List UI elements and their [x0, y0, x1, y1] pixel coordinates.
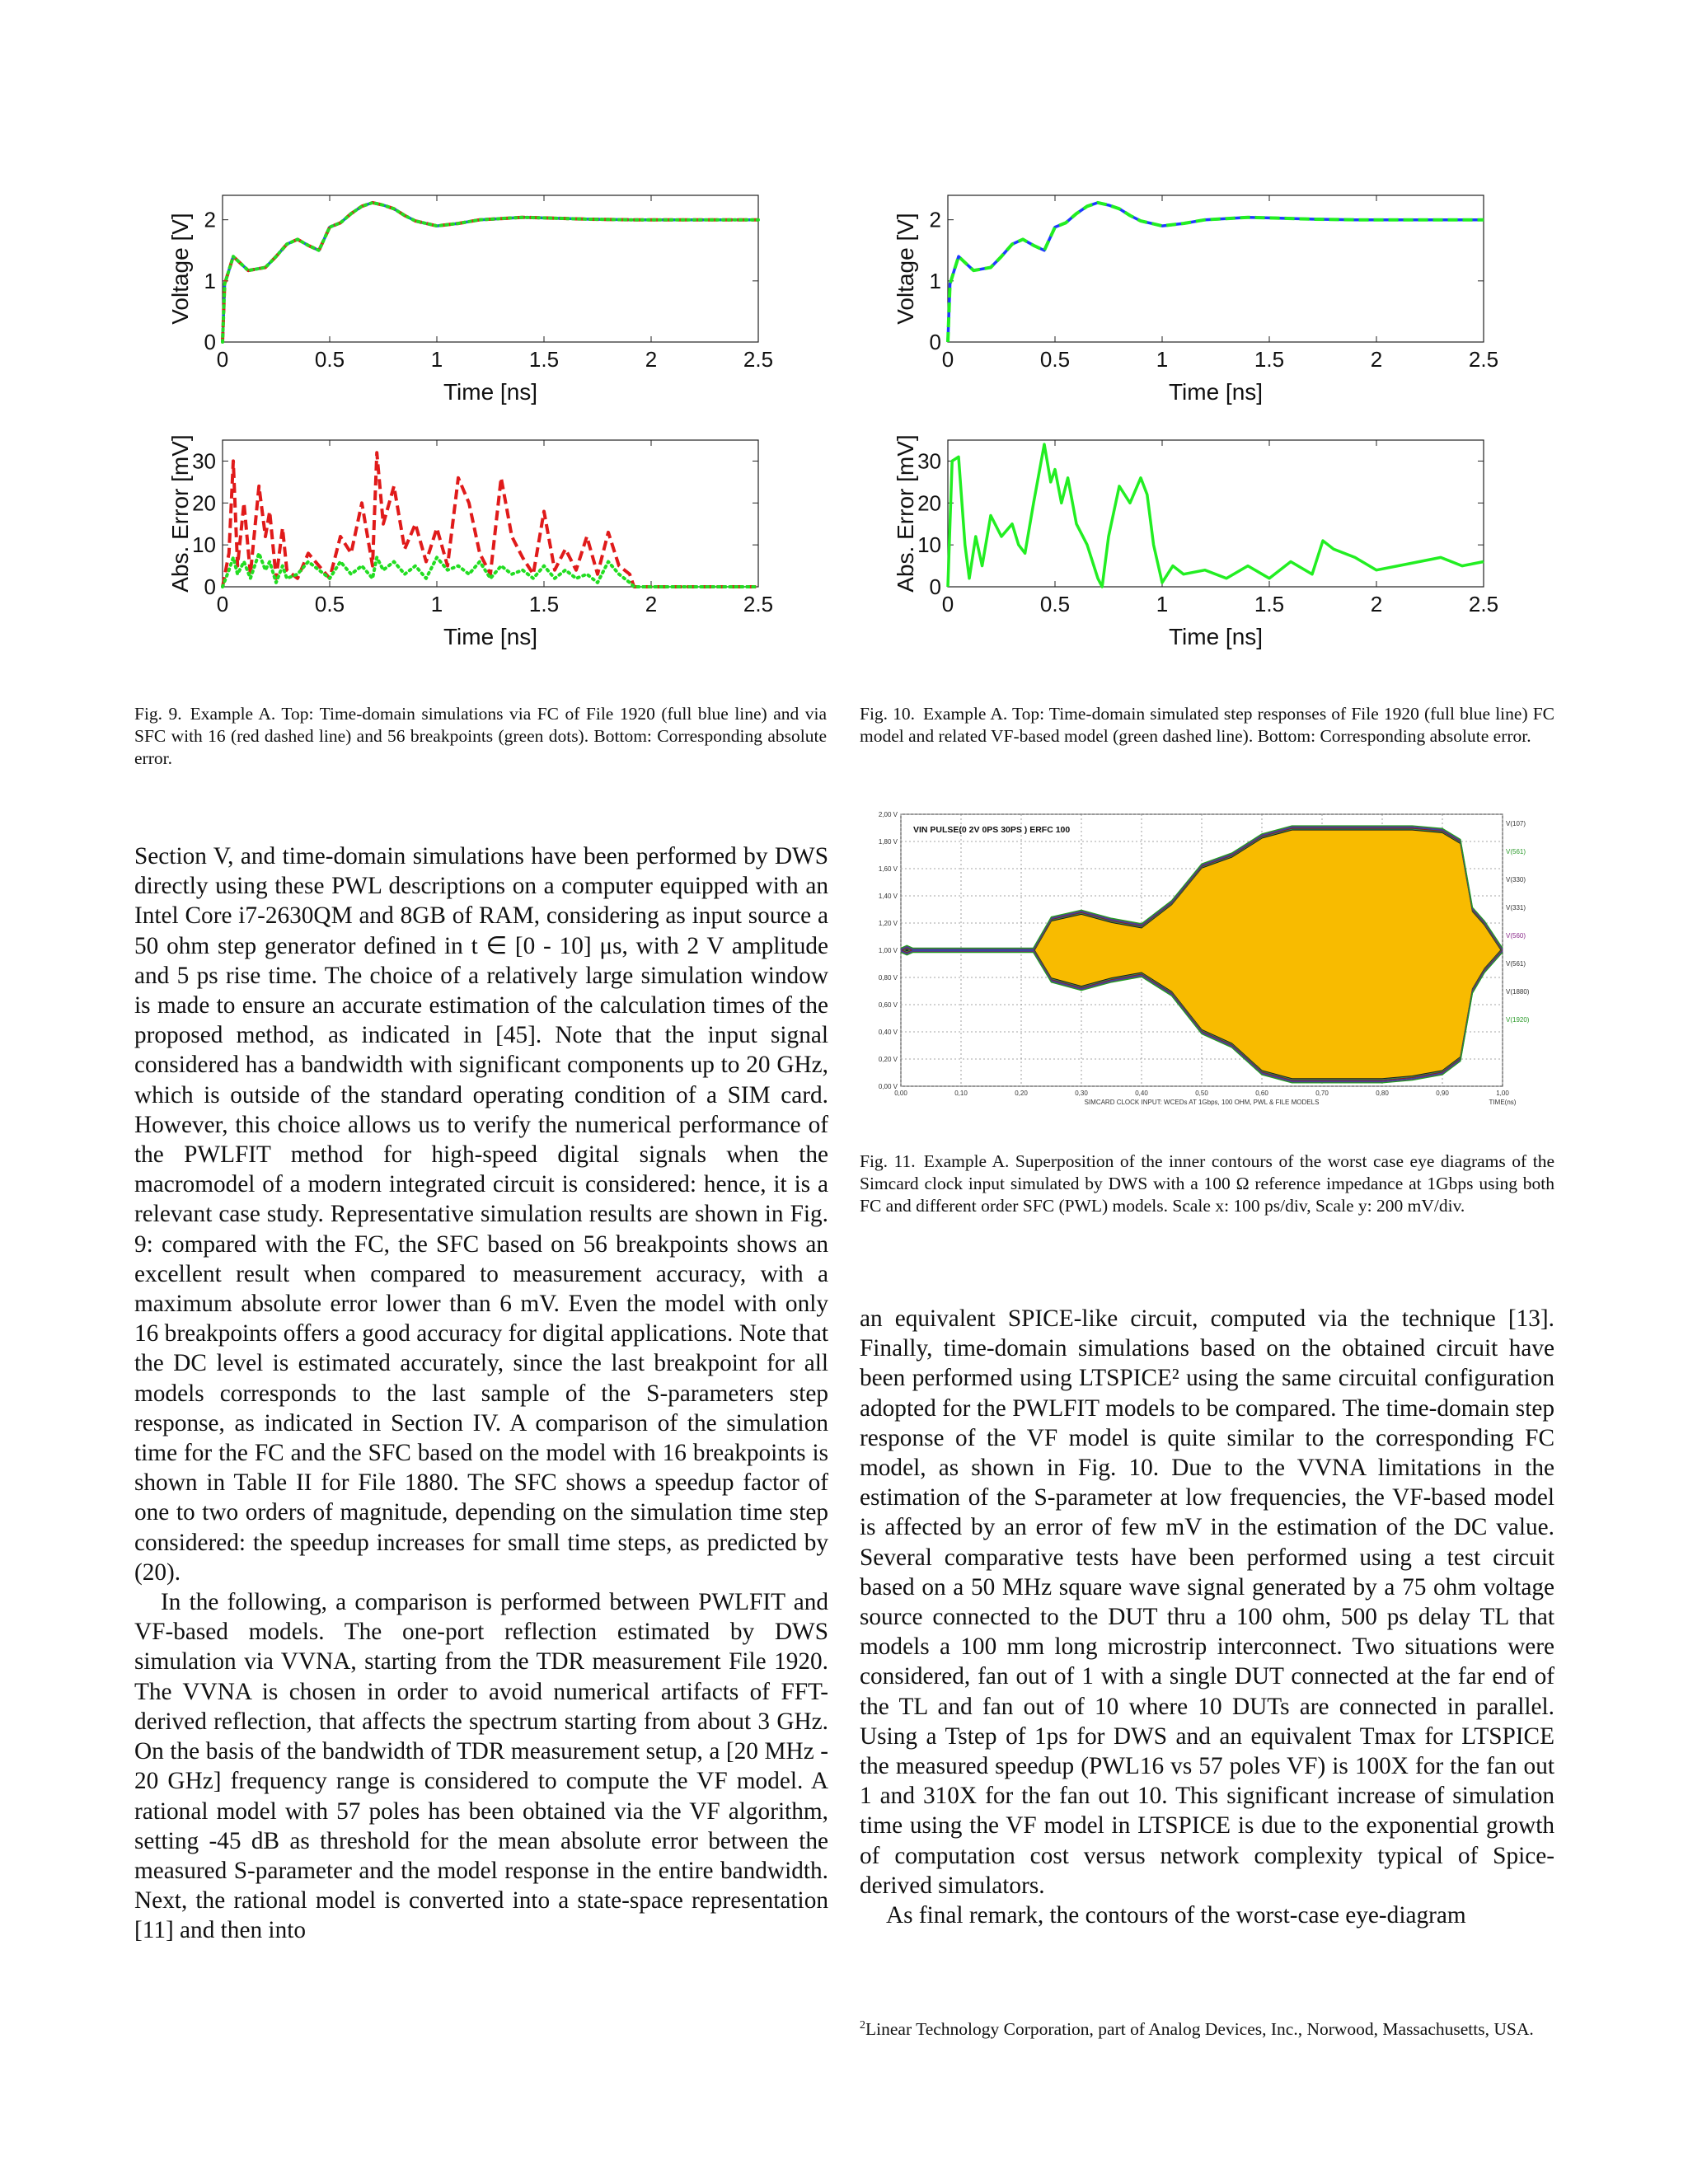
legend-item: V(560) — [1506, 932, 1526, 940]
y-tick-label: 1,60 V — [878, 865, 898, 873]
y-axis-label: Voltage [V] — [893, 213, 918, 325]
y-tick-label: 0,40 V — [878, 1029, 898, 1036]
x-tick-label: 0.5 — [314, 347, 345, 372]
x-tick-label: 0,20 — [1015, 1090, 1028, 1097]
x-tick-label: 1 — [430, 347, 443, 372]
fig10-caption — [860, 703, 1554, 748]
fig9-top-chart — [157, 185, 783, 424]
y-tick-label: 2 — [929, 207, 941, 232]
x-tick-label: 0 — [216, 592, 229, 616]
x-tick-label: 0,60 — [1255, 1090, 1268, 1097]
footnote-mark: 2 — [860, 2019, 865, 2032]
x-tick-label: 0 — [216, 347, 229, 372]
y-tick-label: 1 — [204, 268, 216, 293]
fig9-caption-text: Example A. Top: Time-domain simulations via FC of File 1920 (full blue line) and via SFC with 16 (red dashed line) and 56 breakpoints (green dots). Bottom: Corresponding absolute error. — [134, 704, 827, 768]
eye-xaxis-title: SIMCARD CLOCK INPUT: WCEDs AT 1Gbps, 100 OHM, PWL & FILE MODELS — [1084, 1099, 1320, 1106]
x-tick-label: 1.5 — [528, 592, 560, 616]
y-tick-label: 1,80 V — [878, 838, 898, 846]
x-tick-label: 1 — [1156, 347, 1169, 372]
x-tick-label: 1 — [430, 592, 443, 616]
x-tick-label: 0,30 — [1075, 1090, 1088, 1097]
y-tick-label: 20 — [917, 490, 941, 516]
x-tick-label: 1.5 — [1254, 347, 1285, 372]
legend-item: V(331) — [1506, 904, 1526, 912]
fig10-bottom-chart — [882, 430, 1508, 669]
legend-item: V(330) — [1506, 876, 1526, 883]
fig11-caption — [860, 1151, 1554, 1217]
right-paragraph-1: an equivalent SPICE-like circuit, computed via the technique [13]. Finally, time-domain simulations based on the obtained circuit have been performed using LTSPICE² using the same circuital configuration adopted for the PWLFIT models to be compared. The time-domain step response of the VF model is quite similar to the corresponding FC model, as shown in Fig. 10. Due to the VVNA limitations in the estimation of the S-parameter at low frequencies, the VF-based model is affected by an error of few mV in the estimation of the DC value. Several comparative tests have been performed using a test circuit based on a 50 MHz square wave signal generated by a 75 ohm voltage source connected to the DUT thru a 100 ohm, 500 ps delay TL that models a 100 mm long microstrip interconnect. Two situations were considered, fan out of 1 with a single DUT connected at the far end of the TL and fan out of 10 where 10 DUTs are connected in parallel. Using a Tstep of 1ps for DWS and an equivalent Tmax for LTSPICE the measured speedup (PWL16 vs 57 poles VF) is 100X for the fan out 1 and 310X for the fan out 10. This significant increase of simulation time using the VF model in LTSPICE is due to the exponential growth of computation cost versus network complexity typical of Spice-derived simulators. — [860, 1305, 1554, 1899]
x-tick-label: 2 — [645, 347, 658, 372]
x-tick-label: 2.5 — [1468, 347, 1499, 372]
fig11-caption-text: Example A. Superposition of the inner contours of the worst case eye diagrams of the Simcard clock input simulated by DWS with a 100 Ω reference impedance at 1Gbps using both FC and different order SFC (PWL) models. Scale x: 100 ps/div, Scale y: 200 mV/div. — [860, 1151, 1554, 1216]
y-tick-label: 0 — [204, 574, 216, 599]
x-tick-label: 2.5 — [1468, 592, 1499, 616]
x-tick-label: 0,40 — [1135, 1090, 1148, 1097]
eye-xaxis-unit: TIME(ns) — [1489, 1099, 1517, 1106]
x-tick-label: 0,80 — [1376, 1090, 1389, 1097]
x-tick-label: 0,90 — [1436, 1090, 1449, 1097]
x-tick-label: 2 — [645, 592, 658, 616]
y-tick-label: 0,60 V — [878, 1001, 898, 1009]
footnote-text: Linear Technology Corporation, part of Analog Devices, Inc., Norwood, Massachusetts, USA. — [865, 2019, 1534, 2040]
x-tick-label: 0,70 — [1315, 1090, 1329, 1097]
legend-item: V(1880) — [1506, 988, 1530, 996]
y-tick-label: 0,80 V — [878, 974, 898, 982]
x-tick-label: 2 — [1370, 592, 1383, 616]
y-tick-label: 2,00 V — [878, 811, 898, 818]
x-axis-label: Time [ns] — [443, 624, 538, 649]
y-axis-label: Voltage [V] — [167, 213, 193, 325]
y-tick-label: 1,00 V — [878, 947, 898, 954]
fig10-caption-text: Example A. Top: Time-domain simulated step responses of File 1920 (full blue line) FC model and related VF-based model (green dashed line). Bottom: Corresponding absolute error. — [860, 704, 1555, 746]
fig11-caption-label: Fig. 11. — [860, 1151, 916, 1171]
x-tick-label: 1 — [1156, 592, 1169, 616]
x-axis-label: Time [ns] — [1168, 379, 1264, 405]
x-tick-label: 0 — [941, 347, 954, 372]
y-tick-label: 0,20 V — [878, 1056, 898, 1063]
y-tick-label: 10 — [192, 532, 216, 558]
left-column-text — [134, 841, 828, 1946]
y-tick-label: 2 — [204, 207, 216, 232]
y-tick-label: 0,00 V — [878, 1083, 898, 1090]
y-axis-label: Abs. Error [mV] — [167, 434, 193, 593]
y-tick-label: 10 — [917, 532, 941, 558]
fig9-caption-label: Fig. 9. — [134, 704, 182, 724]
x-axis-label: Time [ns] — [443, 379, 538, 405]
x-tick-label: 2.5 — [743, 347, 774, 372]
right-paragraph-2: As final remark, the contours of the worst-case eye-diagram — [886, 1902, 1466, 1929]
x-tick-label: 0 — [941, 592, 954, 616]
y-tick-label: 1,20 V — [878, 920, 898, 927]
fig9-bottom-chart — [157, 430, 783, 669]
x-tick-label: 0.5 — [1039, 347, 1071, 372]
x-tick-label: 0.5 — [314, 592, 345, 616]
y-tick-label: 0 — [929, 330, 941, 354]
x-tick-label: 1.5 — [528, 347, 560, 372]
right-column-text — [860, 1304, 1554, 1930]
x-tick-label: 0,50 — [1195, 1090, 1208, 1097]
fig11-chart — [860, 808, 1554, 1125]
y-tick-label: 0 — [929, 574, 941, 599]
y-tick-label: 20 — [192, 490, 216, 516]
y-tick-label: 1 — [929, 268, 941, 293]
x-tick-label: 1,00 — [1496, 1090, 1509, 1097]
fig10-caption-label: Fig. 10. — [860, 704, 916, 724]
x-tick-label: 0,00 — [894, 1090, 907, 1097]
y-tick-label: 1,40 V — [878, 893, 898, 900]
plot-frame — [948, 195, 1484, 342]
footnote — [860, 2014, 1554, 2041]
fig9-caption — [134, 703, 827, 770]
x-axis-label: Time [ns] — [1168, 624, 1264, 649]
x-tick-label: 0,10 — [954, 1090, 968, 1097]
x-tick-label: 0.5 — [1039, 592, 1071, 616]
x-tick-label: 2 — [1370, 347, 1383, 372]
fig10-top-chart — [882, 185, 1508, 424]
y-tick-label: 0 — [204, 330, 216, 354]
legend-item: V(1920) — [1506, 1016, 1530, 1024]
x-tick-label: 2.5 — [743, 592, 774, 616]
left-paragraph-1: Section V, and time-domain simulations have been performed by DWS directly using these PWL descriptions on a computer equipped with an Intel Core i7-2630QM and 8GB of RAM, considering as input source a 50 ohm step generator defined in t ∈ [0 - 10] μs, with 2 V amplitude and 5 ps rise time. The choice of a relatively large simulation window is made to ensure an accurate estimation of the calculation times of the proposed method, as indicated in [45]. Note that the input signal considered has a bandwidth with significant components up to 20 GHz, which is outside of the standard operating condition of a SIM card. However, this choice allows us to verify the numerical performance of the PWLFIT method for high-speed digital signals when the macromodel of a modern integrated circuit is considered: hence, it is a relevant case study. Representative simulation results are shown in Fig. 9: compared with the FC, the SFC based on 56 breakpoints shows an excellent result when compared to measurement accuracy, with a maximum absolute error lower than 6 mV. Even the model with only 16 breakpoints offers a good accuracy for digital applications. Note that the DC level is estimated accurately, since the last breakpoint for all models corresponds to the last sample of the S-parameters step response, as indicated in Section IV. A comparison of the simulation time for the FC and the SFC based on the model with 16 breakpoints is shown in Table II for File 1880. The SFC shows a speedup factor of one to two orders of magnitude, depending on the simulation time step considered: the speedup increases for small time steps, as predicted by (20). — [134, 843, 828, 1586]
eye-title: VIN PULSE(0 2V 0PS 30PS ) ERFC 100 — [913, 825, 1071, 835]
legend-item: V(561) — [1506, 848, 1526, 855]
y-tick-label: 30 — [192, 448, 216, 474]
left-paragraph-2: In the following, a comparison is performed between PWLFIT and VF-based models. The one-port reflection estimated by DWS simulation via VVNA, starting from the TDR measurement File 1920. The VVNA is chosen in order to avoid numerical artifacts of FFT-derived reflection, that affects the spectrum starting from about 3 GHz. On the basis of the bandwidth of TDR measurement setup, a [20 MHz - 20 GHz] frequency range is considered to compute the VF model. A rational model with 57 poles has been obtained via the VF algorithm, setting -45 dB as threshold for the mean absolute error between the measured S-parameter and the model response in the entire bandwidth. Next, the rational model is converted into a state-space representation [11] and then into — [134, 1589, 828, 1944]
y-axis-label: Abs. Error [mV] — [893, 434, 918, 593]
y-tick-label: 30 — [917, 448, 941, 474]
plot-frame — [223, 195, 758, 342]
x-tick-label: 1.5 — [1254, 592, 1285, 616]
legend-item: V(561) — [1506, 960, 1526, 968]
legend-item: V(107) — [1506, 820, 1526, 827]
